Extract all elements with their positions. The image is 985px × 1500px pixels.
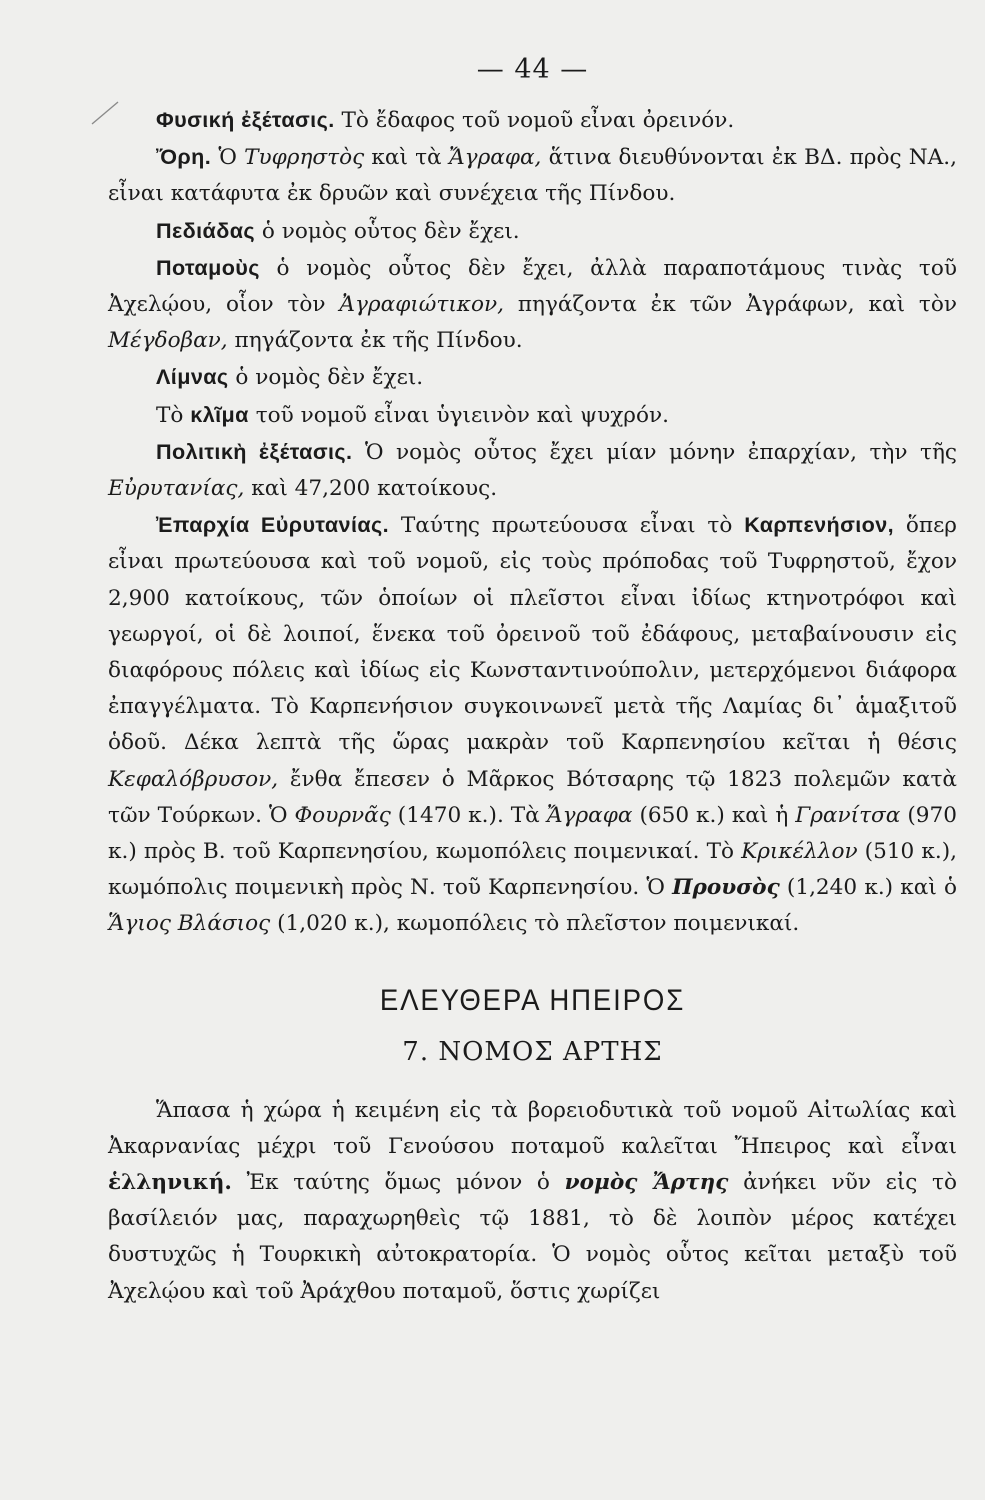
heading-run: Πολιτικὴ ἐξέτασις. — [156, 438, 353, 464]
text-run: ὁ νομὸς οὗτος δὲν ἔχει. — [255, 218, 520, 244]
text-run: (1,240 κ.) καὶ ὁ — [779, 875, 957, 901]
text-run: Ὁ — [211, 145, 245, 171]
section-title: ΕΛΕΥΘΕΡΑ ΗΠΕΙΡΟΣ — [379, 983, 686, 1017]
paragraph-epirus-intro — [108, 1093, 957, 1310]
text-run: καὶ τὰ — [364, 145, 449, 171]
paragraph-lakes — [108, 359, 957, 396]
text-run: (970 κ.) πρὸς Β. τοῦ Καρπενησίου, κωμοπόλεις ποιμενικαί. Τὸ — [108, 802, 957, 865]
text-run: τοῦ νομοῦ εἶναι ὑγιεινὸν καὶ ψυχρόν. — [248, 402, 669, 428]
text-run: (1,020 κ.), κωμοπόλεις τὸ πλεῖστον ποιμενικαί. — [270, 911, 800, 937]
text-run: Ταύτης πρωτεύουσα εἶναι τὸ — [389, 513, 745, 539]
text-run: καὶ 47,200 κατοίκους. — [244, 476, 498, 502]
paragraph-mountains — [108, 139, 957, 212]
text-run: ἔνθα ἔπεσεν ὁ Μᾶρκος Βότσαρης τῷ 1823 πολεμῶν κατὰ τῶν Τούρκων. Ὁ — [108, 766, 957, 828]
italic-run: Μέγδοβαν, — [108, 328, 228, 354]
bold-run: ἑλληνική. — [108, 1170, 232, 1196]
italic-run: Κρικέλλον — [741, 839, 858, 865]
paragraph-province-evrytania — [108, 507, 957, 942]
text-run: ὁ νομὸς οὗτος δὲν ἔχει, ἀλλὰ παραποτάμους τινὰς τοῦ Ἀχελῴου, οἷον τὸν — [108, 255, 957, 318]
heading-run: κλῖμα — [190, 401, 249, 427]
paragraph-physical-examination — [108, 102, 957, 139]
text-run: Ὁ νομὸς οὗτος ἔχει μίαν μόνην ἐπαρχίαν, τὴν τῆς — [352, 439, 957, 465]
italic-run: Εὐρυτανίας, — [108, 476, 245, 502]
italic-run: Ἅγιος Βλάσιος — [108, 911, 271, 937]
heading-run: Ὄρη. — [156, 144, 212, 170]
text-run: Ἅπασα ἡ χώρα ἡ κειμένη εἰς τὰ βορειοδυτικὰ τοῦ νομοῦ Αἰτωλίας καὶ Ἀκαρνανίας μέχρι τοῦ Γενούσου ποταμοῦ καλεῖται Ἤπειρος καὶ εἶναι — [108, 1097, 957, 1159]
page-number: — 44 — — [476, 54, 589, 85]
text-run: (650 κ.) καὶ ἡ — [632, 802, 796, 828]
text-run: (510 κ.), κωμόπολις ποιμενικὴ πρὸς Ν. τοῦ Καρπενησίου. Ὁ — [108, 839, 957, 901]
italic-run: Κεφαλόβρυσον, — [108, 766, 279, 792]
text-run: ἅτινα διευθύνονται ἐκ ΒΔ. πρὸς ΝΑ., εἶναι κατάφυτα ἐκ δρυῶν καὶ συνέχεια τῆς Πίνδου. — [108, 145, 957, 207]
bold-italic-run: νομὸς Ἄρτης — [564, 1170, 729, 1196]
italic-run: Ἀγραφιώτικον, — [339, 292, 504, 318]
paragraph-plains — [108, 213, 957, 250]
heading-run: Ἐπαρχία Εὐρυτανίας. — [156, 512, 390, 538]
text-run: πηγάζοντα ἐκ τῶν Ἀγράφων, καὶ τὸν — [503, 292, 957, 318]
heading-run: Πεδιάδας — [156, 217, 256, 243]
heading-run: Καρπενήσιον, — [744, 512, 895, 538]
text-run: ἀνήκει νῦν εἰς τὸ βασίλειόν μας, παραχωρηθεὶς τῷ 1881, τὸ δὲ λοιπὸν μέρος κατέχει δυστυχῶς ἡ Τουρκικὴ αὐτοκρατορία. Ὁ νομὸς οὗτος κεῖται μεταξὺ τοῦ Ἀχελῴου καὶ τοῦ Ἀράχθου ποταμοῦ, ὅστις χωρίζει — [108, 1170, 958, 1304]
text-run: ὁ νομὸς δὲν ἔχει. — [228, 365, 424, 391]
text-run: (1470 κ.). Τὰ — [390, 802, 547, 828]
text-run: πηγάζοντα ἐκ τῆς Πίνδου. — [227, 328, 523, 354]
bold-italic-run: Προυσὸς — [672, 875, 780, 901]
heading-run: Λίμνας — [156, 364, 229, 390]
italic-run: Γρανίτσα — [795, 802, 901, 828]
subsection-title: 7. ΝΟΜΟΣ ΑΡΤΗΣ — [402, 1036, 663, 1067]
paragraph-rivers — [108, 250, 957, 360]
pencil-mark — [90, 100, 120, 126]
page-body — [108, 102, 957, 943]
heading-run: Ποταμοὺς — [156, 254, 260, 280]
italic-run: Ἄγραφα, — [448, 145, 542, 171]
text-run: Τὸ — [156, 402, 191, 428]
paragraph-political-examination — [108, 434, 957, 507]
paragraph-climate — [108, 397, 957, 434]
text-run: Τὸ ἔδαφος τοῦ νομοῦ εἶναι ὀρεινόν. — [334, 108, 735, 133]
italic-run: Τυφρηστὸς — [244, 145, 365, 171]
italic-run: Ἄγραφα — [546, 802, 633, 828]
text-run: ὅπερ εἶναι πρωτεύουσα καὶ τοῦ νομοῦ, εἰς τοὺς πρόποδας τοῦ Τυφρηστοῦ, ἔχον 2,900 κατοίκους, τῶν ὁποίων οἱ πλεῖστοι εἶναι ἰδίως κτηνοτρόφοι καὶ γεωργοί, οἱ δὲ λοιποί, ἕνεκα τοῦ ὀρεινοῦ τοῦ ἐδάφους, μεταβαίνουσιν εἰς διαφόρους πόλεις καὶ ἰδίως εἰς Κωνσταντινούπολιν, μετερχόμενοι διάφορα ἐπαγγέλματα. Τὸ Καρπενήσιον συγκοινωνεῖ μετὰ τῆς Λαμίας δι᾽ ἁμαξιτοῦ ὁδοῦ. Δέκα λεπτὰ τῆς ὥρας μακρὰν τοῦ Καρπενησίου κεῖται ἡ θέσις — [108, 513, 957, 756]
text-run: Ἐκ ταύτης ὅμως μόνον ὁ — [231, 1170, 565, 1196]
heading-run: Φυσική ἐξέτασις. — [156, 107, 335, 132]
italic-run: Φουρνᾶς — [294, 802, 391, 828]
